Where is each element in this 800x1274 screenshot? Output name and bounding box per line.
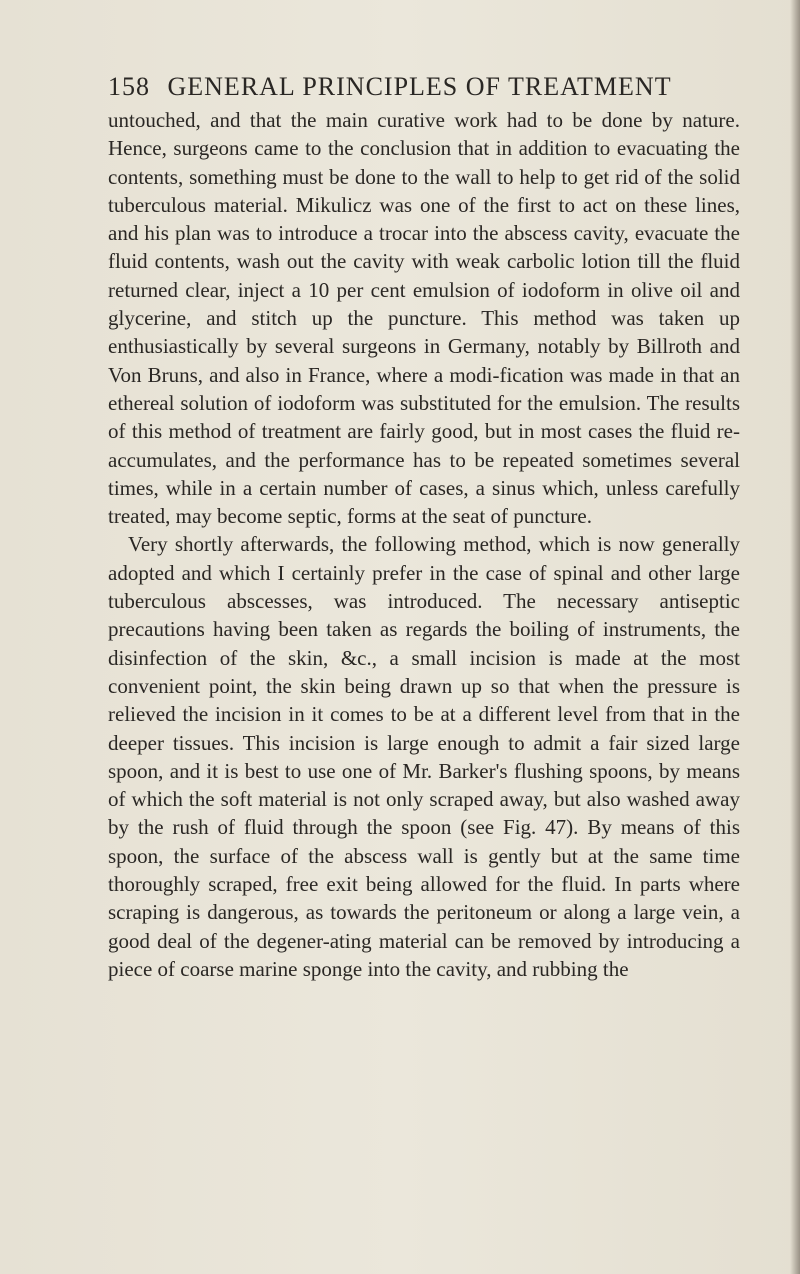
page-edge-shadow xyxy=(790,0,800,1274)
running-header xyxy=(108,72,708,102)
paragraph-2: Very shortly afterwards, the following method, which is now generally adopted and which I certainly prefer in the case of spinal and other large tuberculous abscesses, was introduced. The necessary antiseptic precautions having been taken as regards the boiling of instruments, the disinfection of the skin, &c., a small incision is made at the most convenient point, the skin being drawn up so that when the pressure is relieved the incision in it comes to be at a different level from that in the deeper tissues. This incision is large enough to admit a fair sized large spoon, and it is best to use one of Mr. Barker's flushing spoons, by means of which the soft material is not only scraped away, but also washed away by the rush of fluid through the spoon (see Fig. 47). By means of this spoon, the surface of the abscess wall is gently but at the same time thoroughly scraped, free exit being allowed for the fluid. In parts where scraping is dangerous, as towards the peritoneum or along a large vein, a good deal of the degener-ating material can be removed by introducing a piece of coarse marine sponge into the cavity, and rubbing the xyxy=(108,532,740,981)
body-text xyxy=(108,106,740,983)
running-title: GENERAL PRINCIPLES OF TREATMENT xyxy=(167,72,672,101)
paragraph-1: untouched, and that the main curative work had to be done by nature. Hence, surgeons came to the conclusion that in addition to evacuating the contents, something must be done to the wall to help to get rid of the solid tuberculous material. Mikulicz was one of the first to act on these lines, and his plan was to introduce a trocar into the abscess cavity, evacuate the fluid contents, wash out the cavity with weak carbolic lotion till the fluid returned clear, inject a 10 per cent emulsion of iodoform in olive oil and glycerine, and stitch up the puncture. This method was taken up enthusiastically by several surgeons in Germany, notably by Billroth and Von Bruns, and also in France, where a modi-fication was made in that an ethereal solution of iodoform was substituted for the emulsion. The results of this method of treatment are fairly good, but in most cases the fluid re-accumulates, and the performance has to be repeated sometimes several times, while in a certain number of cases, a sinus which, unless carefully treated, may become septic, forms at the seat of puncture. xyxy=(108,108,740,529)
page-number: 158 xyxy=(108,72,150,101)
